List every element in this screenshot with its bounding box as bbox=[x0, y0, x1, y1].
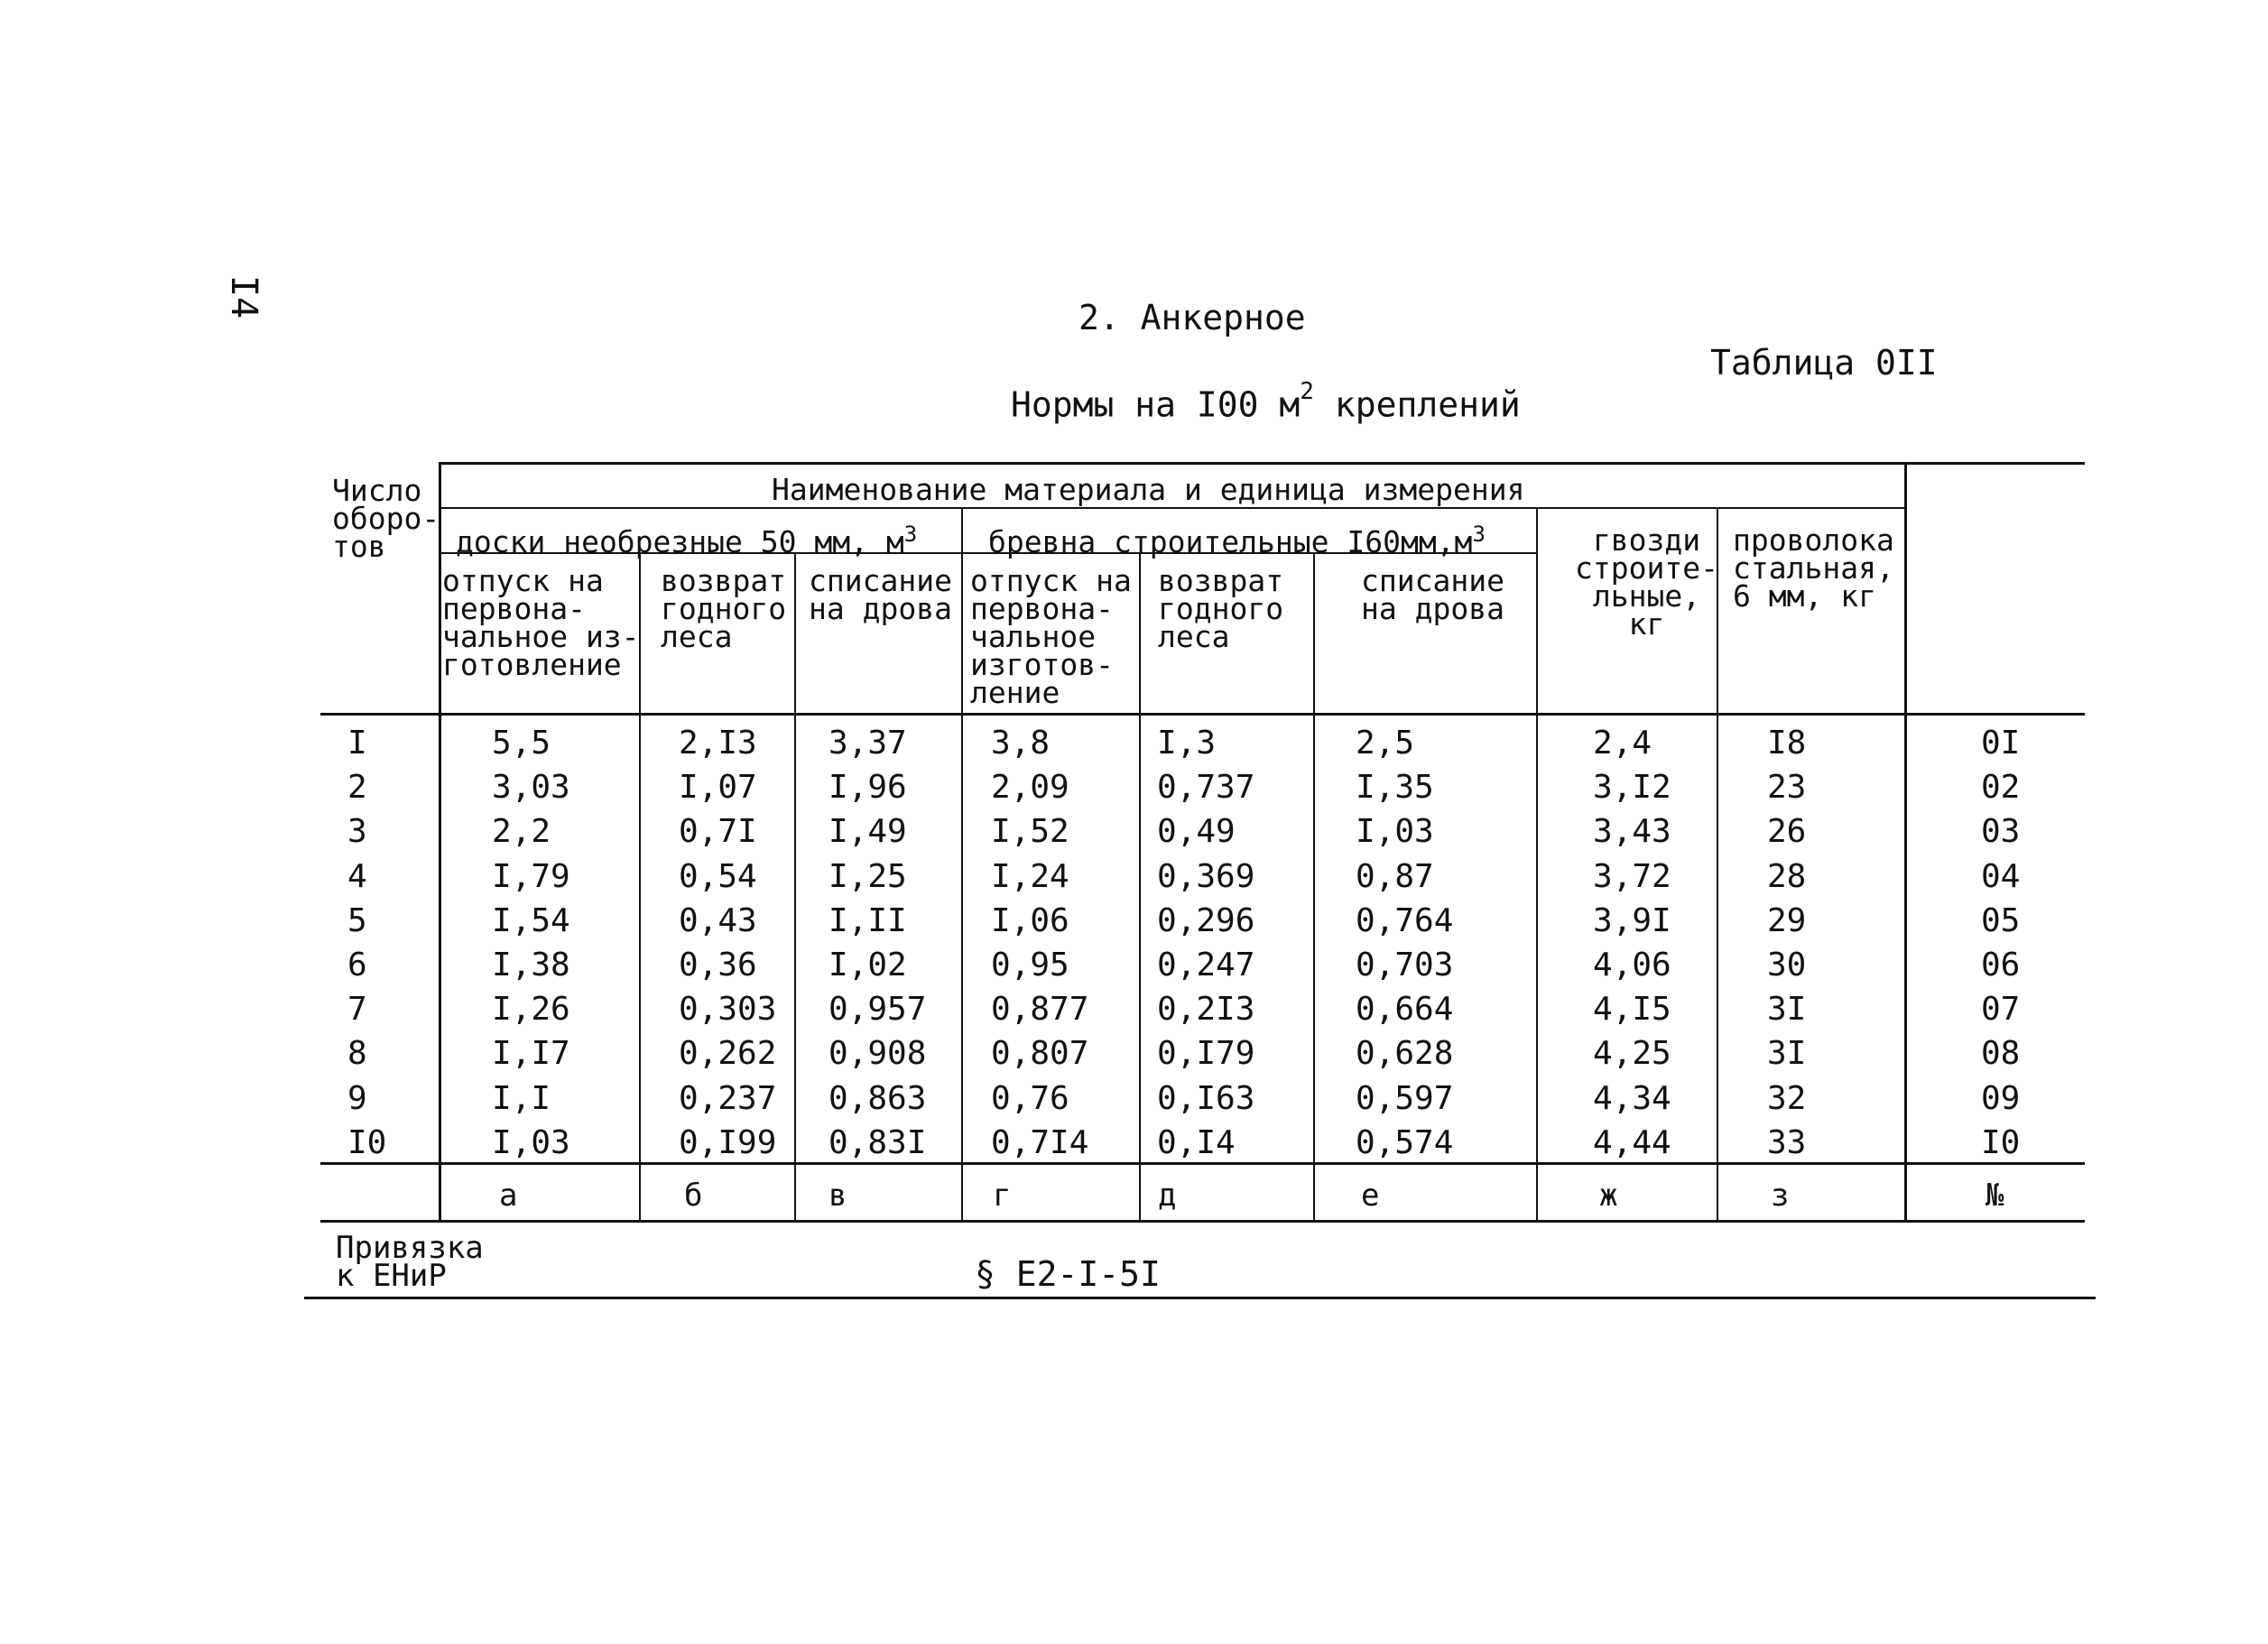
table-cell: 3I bbox=[1767, 1035, 1807, 1073]
logs-group-label: бревна строительные I60мм,м bbox=[988, 524, 1473, 559]
column-header-line: на дрова bbox=[1361, 591, 1504, 626]
table-cell: 0,764 bbox=[1356, 901, 1454, 939]
table-cell: 2,2 bbox=[492, 813, 551, 851]
table-cell: 0,7I bbox=[679, 813, 757, 851]
table-cell: 26 bbox=[1767, 813, 1807, 851]
row-turns: 7 bbox=[347, 991, 367, 1029]
table-cell: 3,I2 bbox=[1593, 769, 1671, 807]
table-cell: I,52 bbox=[991, 813, 1069, 851]
column-header-line: проволока bbox=[1733, 522, 1894, 558]
table-cell: 0,I63 bbox=[1157, 1079, 1255, 1117]
table-cell: 0,49 bbox=[1157, 813, 1236, 851]
table-cell: 0,574 bbox=[1356, 1123, 1454, 1161]
section-title: 2. Анкерное bbox=[1078, 298, 1306, 337]
vrule-8 bbox=[1904, 462, 1907, 1222]
table-cell: 0,43 bbox=[679, 901, 757, 939]
table-cell: 28 bbox=[1767, 857, 1807, 895]
table-cell: I,25 bbox=[829, 857, 907, 895]
boards-group-header bbox=[456, 521, 918, 559]
table-cell: I,03 bbox=[1356, 813, 1434, 851]
table-cell: 0,703 bbox=[1356, 947, 1454, 984]
row-code: 09 bbox=[1981, 1079, 2021, 1117]
column-header-line: 6 мм, кг bbox=[1733, 578, 1876, 614]
row-code: I0 bbox=[1981, 1123, 2021, 1161]
row-code: 04 bbox=[1981, 857, 2021, 895]
column-header-e bbox=[1361, 563, 1504, 626]
column-number-sign: № bbox=[1986, 1178, 2004, 1214]
table-cell: 2,I3 bbox=[679, 725, 757, 762]
table-cell: 4,I5 bbox=[1593, 991, 1671, 1029]
column-header-line: ление bbox=[970, 675, 1060, 710]
table-cell: 0,863 bbox=[829, 1079, 927, 1117]
table-cell: 0,7I4 bbox=[991, 1123, 1089, 1161]
vrule-5 bbox=[1313, 552, 1315, 1222]
binding-label bbox=[336, 1230, 484, 1294]
table-cell: 0,247 bbox=[1157, 947, 1255, 984]
table-cell: I,38 bbox=[492, 947, 570, 984]
turns-header-line: тов bbox=[332, 529, 386, 564]
row-turns: 8 bbox=[347, 1035, 367, 1073]
rule-footer-bottom bbox=[304, 1297, 2096, 1299]
table-cell: 4,34 bbox=[1593, 1079, 1671, 1117]
table-cell: 2,5 bbox=[1356, 725, 1415, 762]
table-cell: 29 bbox=[1767, 901, 1807, 939]
column-header-a bbox=[442, 563, 640, 682]
norms-title-tail: креплений bbox=[1334, 384, 1521, 425]
boards-group-label: доски необрезные 50 мм, м bbox=[456, 524, 904, 559]
column-header-line: изготов- bbox=[970, 647, 1114, 682]
table-cell: 0,737 bbox=[1157, 769, 1255, 807]
turns-header-line: оборо- bbox=[332, 501, 440, 536]
norms-caption bbox=[1011, 378, 1521, 425]
table-cell: 0,807 bbox=[991, 1035, 1089, 1073]
table-cell: 3,72 bbox=[1593, 857, 1671, 895]
column-header-line: льные, bbox=[1592, 578, 1701, 614]
row-code: 03 bbox=[1981, 813, 2021, 851]
table-cell: 3,9I bbox=[1593, 901, 1671, 939]
table-cell: 5,5 bbox=[492, 725, 551, 762]
table-cell: 2,09 bbox=[991, 769, 1069, 807]
table-cell: 4,25 bbox=[1593, 1035, 1671, 1073]
row-turns: I0 bbox=[347, 1123, 387, 1161]
row-turns: 5 bbox=[347, 901, 367, 939]
column-header-line: первона- bbox=[970, 591, 1114, 626]
table-cell: 0,628 bbox=[1356, 1035, 1454, 1073]
table-cell: I,I bbox=[492, 1079, 551, 1117]
group-header: Наименование материала и единица измерения bbox=[772, 472, 1525, 507]
table-cell: I,II bbox=[829, 901, 907, 939]
rule-top bbox=[440, 462, 2085, 465]
row-turns: 2 bbox=[347, 769, 367, 807]
table-cell: 0,877 bbox=[991, 991, 1089, 1029]
table-cell: I,03 bbox=[492, 1123, 570, 1161]
table-cell: 0,54 bbox=[679, 857, 757, 895]
column-letter: ж bbox=[1599, 1178, 1618, 1214]
column-header-line: стальная, bbox=[1733, 550, 1894, 586]
column-header-line: чальное из- bbox=[442, 619, 640, 654]
column-header-g bbox=[970, 563, 1132, 710]
column-header-line: гвозди bbox=[1592, 522, 1701, 558]
table-cell: 0,664 bbox=[1356, 991, 1454, 1029]
table-cell: I8 bbox=[1767, 725, 1807, 762]
column-header-zh bbox=[1575, 522, 1718, 642]
table-cell: 0,36 bbox=[679, 947, 757, 984]
column-header-line: готовление bbox=[442, 647, 622, 682]
column-header-v bbox=[809, 563, 952, 626]
table-cell: 0,I4 bbox=[1157, 1123, 1236, 1161]
row-code: 08 bbox=[1981, 1035, 2021, 1073]
table-cell: 0,76 bbox=[991, 1079, 1069, 1117]
table-cell: 30 bbox=[1767, 947, 1807, 984]
table-cell: 0,303 bbox=[679, 991, 777, 1029]
binding-reference: § Е2-I-5I bbox=[975, 1254, 1161, 1294]
table-cell: 0,597 bbox=[1356, 1079, 1454, 1117]
row-turns: 9 bbox=[347, 1079, 367, 1117]
logs-group-header bbox=[988, 521, 1486, 559]
table-cell: 0,I79 bbox=[1157, 1035, 1255, 1073]
table-cell: I,35 bbox=[1356, 769, 1434, 807]
table-cell: 0,87 bbox=[1356, 857, 1434, 895]
column-header-line: первона- bbox=[442, 591, 586, 626]
rule-data-bottom bbox=[320, 1162, 2085, 1165]
column-header-line: строите- bbox=[1575, 550, 1718, 586]
column-header-line: отпуск на bbox=[442, 563, 604, 598]
table-cell: 3,8 bbox=[991, 725, 1051, 762]
table-cell: 4,06 bbox=[1593, 947, 1671, 984]
column-letter: г bbox=[993, 1178, 1012, 1214]
column-header-line: списание bbox=[1361, 563, 1504, 598]
table-cell: I,07 bbox=[679, 769, 757, 807]
row-turns: 6 bbox=[347, 947, 367, 984]
column-letter: е bbox=[1361, 1178, 1380, 1214]
turns-header bbox=[332, 473, 440, 564]
row-turns: 4 bbox=[347, 857, 367, 895]
table-cell: I,79 bbox=[492, 857, 570, 895]
norms-title: Нормы на I00 м bbox=[1011, 384, 1301, 425]
table-cell: 0,83I bbox=[829, 1123, 927, 1161]
table-cell: 0,908 bbox=[829, 1035, 927, 1073]
turns-header-line: Число bbox=[332, 473, 422, 508]
row-code: 02 bbox=[1981, 769, 2021, 807]
row-turns: I bbox=[347, 725, 367, 762]
column-letter: з bbox=[1771, 1178, 1790, 1214]
column-header-line: леса bbox=[1158, 619, 1230, 654]
table-cell: I,24 bbox=[991, 857, 1069, 895]
table-cell: 0,957 bbox=[829, 991, 927, 1029]
column-letter: а bbox=[499, 1178, 518, 1214]
table-cell: 2,4 bbox=[1593, 725, 1652, 762]
boards-group-superscript: 3 bbox=[903, 522, 918, 547]
table-cell: 0,262 bbox=[679, 1035, 777, 1073]
logs-group-superscript: 3 bbox=[1472, 522, 1486, 547]
norms-title-superscript: 2 bbox=[1300, 378, 1314, 405]
column-header-line: возврат bbox=[661, 563, 787, 598]
column-header-line: чальное bbox=[970, 619, 1097, 654]
table-cell: I,I7 bbox=[492, 1035, 570, 1073]
table-cell: 0,2I3 bbox=[1157, 991, 1255, 1029]
vrule-4 bbox=[1139, 552, 1141, 1222]
column-header-z bbox=[1733, 522, 1894, 614]
table-cell: I,54 bbox=[492, 901, 570, 939]
column-header-b bbox=[661, 563, 787, 654]
table-cell: I,96 bbox=[829, 769, 907, 807]
table-cell: 0,I99 bbox=[679, 1123, 777, 1161]
column-header-d bbox=[1158, 563, 1284, 654]
column-letter: в bbox=[829, 1178, 847, 1214]
column-header-line: отпуск на bbox=[970, 563, 1132, 598]
vrule-3 bbox=[961, 507, 963, 1222]
table-cell: 4,44 bbox=[1593, 1123, 1671, 1161]
table-cell: I,06 bbox=[991, 901, 1069, 939]
table-cell: 0,296 bbox=[1157, 901, 1255, 939]
column-header-line: годного bbox=[1158, 591, 1284, 626]
vrule-2 bbox=[794, 552, 796, 1222]
table-cell: 33 bbox=[1767, 1123, 1807, 1161]
table-cell: I,3 bbox=[1157, 725, 1217, 762]
table-number: Таблица 0II bbox=[1710, 343, 1938, 383]
binding-label-line: к ЕНиР bbox=[336, 1258, 447, 1294]
table-cell: 0,369 bbox=[1157, 857, 1255, 895]
vrule-6 bbox=[1536, 507, 1538, 1222]
column-header-line: кг bbox=[1628, 606, 1665, 642]
page-number: I4 bbox=[223, 275, 264, 319]
table-cell: I,49 bbox=[829, 813, 907, 851]
table-cell: 23 bbox=[1767, 769, 1807, 807]
row-code: 05 bbox=[1981, 901, 2021, 939]
row-code: 06 bbox=[1981, 947, 2021, 984]
rule-header-bottom bbox=[320, 713, 2085, 716]
rule-group-underline bbox=[440, 507, 1907, 509]
vrule-0 bbox=[439, 462, 441, 1222]
table-cell: 0,237 bbox=[679, 1079, 777, 1117]
row-code: 07 bbox=[1981, 991, 2021, 1029]
table-cell: 3,37 bbox=[829, 725, 907, 762]
rule-letters-bottom bbox=[320, 1220, 2085, 1223]
table-cell: 3,43 bbox=[1593, 813, 1671, 851]
column-letter: д bbox=[1158, 1178, 1177, 1214]
column-header-line: возврат bbox=[1158, 563, 1284, 598]
column-header-line: на дрова bbox=[809, 591, 952, 626]
table-cell: 0,95 bbox=[991, 947, 1069, 984]
table-cell: I,02 bbox=[829, 947, 907, 984]
binding-label-line: Привязка bbox=[336, 1230, 484, 1266]
table-cell: 3I bbox=[1767, 991, 1807, 1029]
column-header-line: списание bbox=[809, 563, 952, 598]
table-cell: 3,03 bbox=[492, 769, 570, 807]
table-cell: 32 bbox=[1767, 1079, 1807, 1117]
column-header-line: леса bbox=[661, 619, 733, 654]
column-header-line: годного bbox=[661, 591, 787, 626]
table-cell: I,26 bbox=[492, 991, 570, 1029]
row-turns: 3 bbox=[347, 813, 367, 851]
row-code: 0I bbox=[1981, 725, 2021, 762]
column-letter: б bbox=[684, 1178, 703, 1214]
